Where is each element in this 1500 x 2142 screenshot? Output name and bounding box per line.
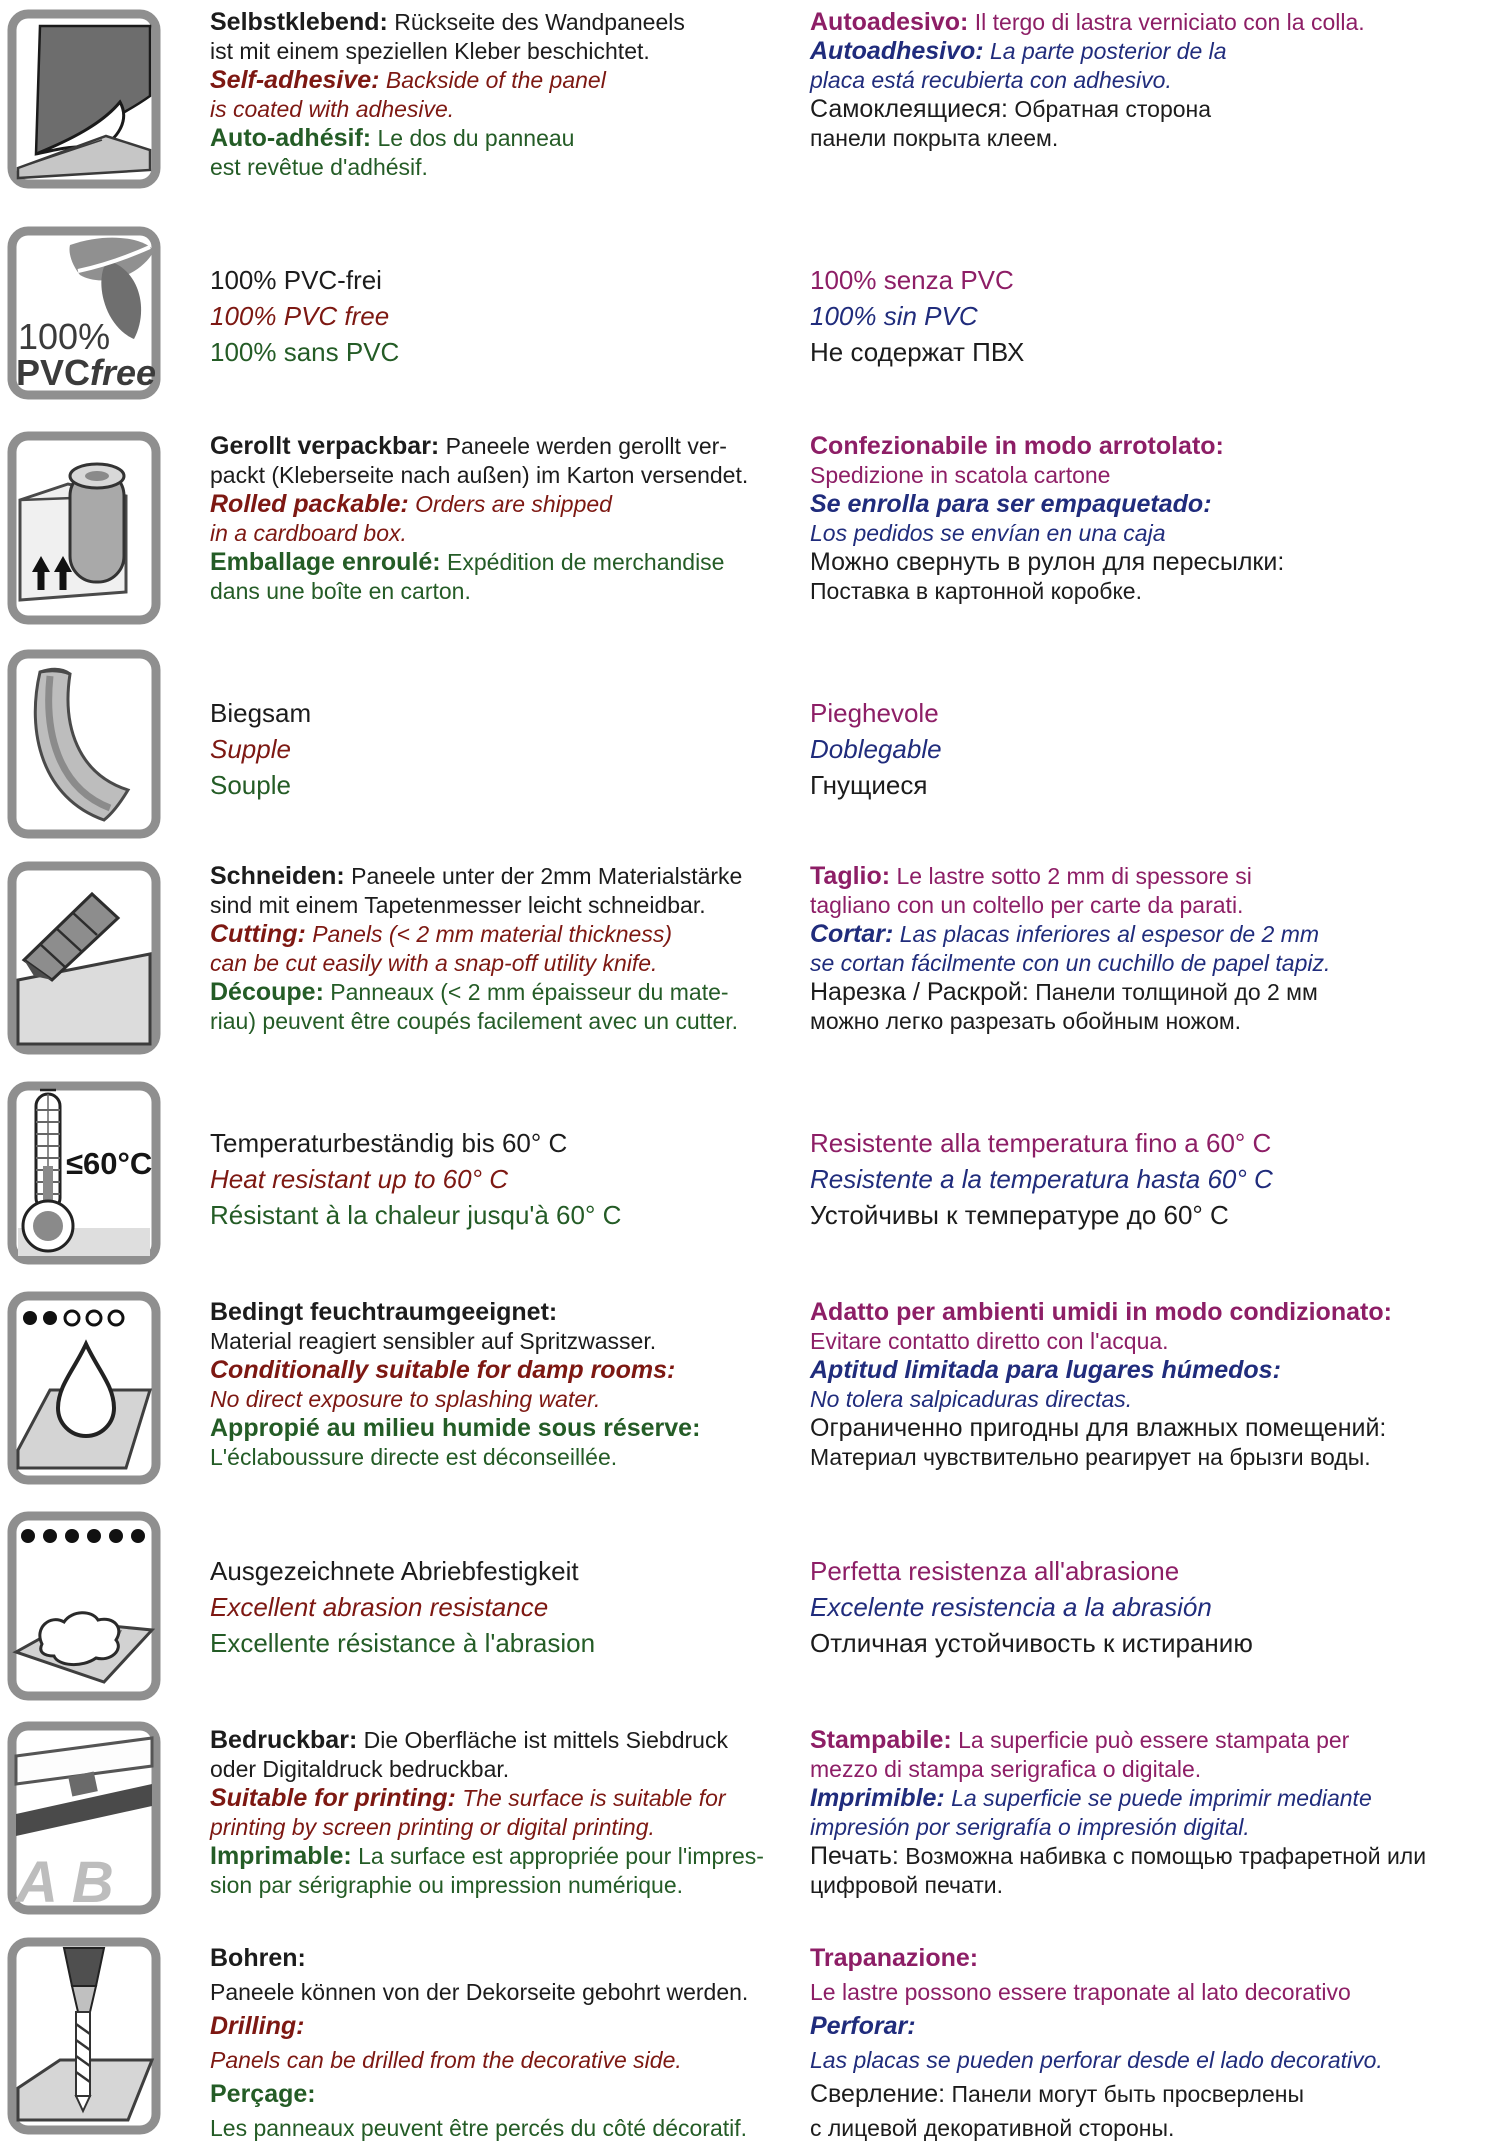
feature-label-es: Perforar: [810, 2012, 916, 2040]
feature-line-en [210, 732, 810, 767]
feature-text-ru: Материал чувствительно реагирует на брызги воды. [810, 1444, 1371, 1470]
feature-line-es [810, 37, 1480, 65]
feature-line-en [210, 1590, 810, 1625]
feature-line-de [210, 1126, 810, 1161]
feature-line-it [810, 1726, 1480, 1754]
feature-line-fr [210, 1007, 810, 1035]
feature-line-ru [810, 1871, 1480, 1899]
feature-line-en [210, 1162, 810, 1197]
feature-label-ru: Самоклеящиеся: [810, 95, 1008, 123]
feature-line-es [810, 1813, 1480, 1841]
pvc-free-icon-label-pvc: PVC [16, 352, 91, 393]
feature-line-de [210, 1942, 810, 1975]
feature-text-it: Il tergo di lastra verniciato con la colla. [974, 9, 1365, 35]
feature-line-es [810, 2010, 1480, 2043]
text-col-deu-eng-fra [210, 1936, 810, 2142]
feature-line-en [210, 1385, 810, 1413]
icon-cell [0, 1290, 210, 1486]
feature-label-it: Stampabile: [810, 1726, 952, 1754]
feature-text-de: Paneele unter der 2mm Materialstärke [351, 863, 743, 889]
feature-line-de [210, 432, 810, 460]
feature-line-es [810, 1590, 1480, 1625]
feature-text-en: Heat resistant up to 60° C [210, 1164, 508, 1194]
icon-cell [0, 1510, 210, 1702]
feature-text-fr: L'éclaboussure directe est déconseillée. [210, 1444, 618, 1470]
feature-line-ru [810, 1626, 1480, 1661]
feature-label-de: Gerollt verpackbar: [210, 432, 440, 460]
feature-label-it: Confezionabile in modo arrotolato: [810, 432, 1224, 460]
feature-text-en: Excellent abrasion resistance [210, 1592, 549, 1622]
rolled-packaging-box-icon [6, 430, 162, 626]
feature-line-ru [810, 124, 1480, 152]
feature-row-printing [0, 1720, 1500, 1916]
feature-line-fr [210, 1198, 810, 1233]
feature-text-ru: Панели могут быть просверлены [951, 2081, 1304, 2107]
feature-label-es: Imprimible: [810, 1784, 945, 1812]
feature-line-de [210, 1554, 810, 1589]
feature-line-ru [810, 1443, 1480, 1471]
feature-text-es: 100% sin PVC [810, 301, 978, 331]
feature-line-fr [210, 768, 810, 803]
feature-text-ru: Не содержат ПВХ [810, 337, 1025, 367]
feature-text-es: La parte posterior de la [990, 38, 1227, 64]
feature-line-en [210, 2010, 810, 2043]
feature-label-ru: Печать: [810, 1842, 899, 1870]
feature-text-fr: riau) peuvent être coupés facilement avec un cutter. [210, 1008, 739, 1034]
feature-row-abrasion [0, 1510, 1500, 1702]
feature-line-de [210, 8, 810, 36]
feature-row-drilling [0, 1936, 1500, 2142]
thermometer-icon [6, 1080, 162, 1266]
feature-line-it [810, 1755, 1480, 1783]
feature-text-en: The surface is suitable for [462, 1785, 726, 1811]
feature-line-en [210, 490, 810, 518]
feature-label-ru: Ограниченно пригодны для влажных помещений: [810, 1414, 1387, 1442]
feature-text-ru: можно легко разрезать обойным ножом. [810, 1008, 1242, 1034]
pvc-free-leaf-icon [6, 225, 162, 401]
text-col-ita-spa-rus [810, 430, 1500, 626]
text-col-deu-eng-fra [210, 8, 810, 190]
feature-label-en: Cutting: [210, 920, 306, 948]
feature-line-fr [210, 2112, 810, 2142]
feature-line-fr [210, 1871, 810, 1899]
text-col-ita-spa-rus [810, 1936, 1500, 2142]
feature-text-fr: 100% sans PVC [210, 337, 400, 367]
pvc-free-icon-label-100: 100% [18, 316, 111, 357]
feature-line-en [210, 299, 810, 334]
feature-line-de [210, 263, 810, 298]
feature-line-es [810, 1385, 1480, 1413]
feature-text-en: Supple [210, 734, 291, 764]
feature-line-en [210, 2044, 810, 2077]
feature-line-de [210, 1976, 810, 2009]
text-col-deu-eng-fra [210, 1290, 810, 1486]
feature-label-de: Bedruckbar: [210, 1726, 358, 1754]
feature-line-it [810, 1554, 1480, 1589]
feature-label-fr: Découpe: [210, 978, 324, 1006]
feature-label-de: Bedingt feuchtraumgeeignet: [210, 1298, 558, 1326]
feature-text-ru: Возможна набивка с помощью трафаретной или [905, 1843, 1427, 1869]
feature-text-de: oder Digitaldruck bedruckbar. [210, 1756, 510, 1782]
feature-text-it: Pieghevole [810, 698, 939, 728]
feature-line-fr [210, 335, 810, 370]
feature-label-ru: Нарезка / Раскрой: [810, 978, 1029, 1006]
feature-text-es: Doblegable [810, 734, 942, 764]
feature-text-it: tagliano con un coltello per carte da parati. [810, 892, 1244, 918]
feature-text-de: Biegsam [210, 698, 312, 728]
feature-text-fr: Excellente résistance à l'abrasion [210, 1628, 596, 1658]
water-drop-icon [6, 1290, 162, 1486]
icon-cell [0, 8, 210, 190]
feature-text-de: ist mit einem speziellen Kleber beschichtet. [210, 38, 650, 64]
feature-line-en [210, 1813, 810, 1841]
feature-text-en: printing by screen printing or digital printing. [210, 1814, 655, 1840]
feature-text-ru: Обратная сторона [1014, 96, 1212, 122]
feature-label-de: Selbstklebend: [210, 8, 388, 36]
feature-line-fr [210, 548, 810, 576]
feature-label-ru: Можно свернуть в рулон для пересылки: [810, 548, 1285, 576]
feature-line-it [810, 461, 1480, 489]
feature-text-ru: Отличная устойчивость к истиранию [810, 1628, 1253, 1658]
feature-line-es [810, 490, 1480, 518]
feature-text-it: Evitare contatto diretto con l'acqua. [810, 1328, 1169, 1354]
feature-text-fr: Expédition de merchandise [447, 549, 725, 575]
feature-text-ru: Поставка в картонной коробке. [810, 578, 1142, 604]
feature-line-ru [810, 548, 1480, 576]
feature-text-fr: dans une boîte en carton. [210, 578, 471, 604]
feature-text-de: Rückseite des Wandpaneels [394, 9, 685, 35]
feature-text-ru: Устойчивы к температуре до 60° C [810, 1200, 1229, 1230]
feature-label-fr: Appropié au milieu humide sous réserve: [210, 1414, 701, 1442]
feature-line-es [810, 1784, 1480, 1812]
feature-label-de: Bohren: [210, 1944, 306, 1972]
text-col-deu-eng-fra [210, 648, 810, 840]
feature-line-it [810, 1976, 1480, 2009]
feature-line-es [810, 2044, 1480, 2077]
feature-line-en [210, 1356, 810, 1384]
text-col-deu-eng-fra [210, 860, 810, 1056]
feature-text-fr: est revêtue d'adhésif. [210, 154, 428, 180]
feature-line-es [810, 1162, 1480, 1197]
feature-line-fr [210, 153, 810, 181]
feature-label-es: Autoadhesivo: [810, 37, 984, 65]
text-col-ita-spa-rus [810, 860, 1500, 1056]
feature-text-en: Orders are shipped [415, 491, 612, 517]
feature-text-en: 100% PVC free [210, 301, 390, 331]
feature-label-fr: Perçage: [210, 2080, 316, 2108]
text-col-ita-spa-rus [810, 1720, 1500, 1916]
feature-text-ru: Панели толщиной до 2 мм [1035, 979, 1318, 1005]
feature-line-es [810, 66, 1480, 94]
feature-line-en [210, 95, 810, 123]
printing-icon [6, 1720, 162, 1916]
feature-line-de [210, 696, 810, 731]
feature-label-es: Se enrolla para ser empaquetado: [810, 490, 1212, 518]
abrasion-resistance-icon [6, 1510, 162, 1702]
feature-line-de [210, 1755, 810, 1783]
feature-row-self-adhesive [0, 8, 1500, 190]
feature-text-de: sind mit einem Tapetenmesser leicht schneidbar. [210, 892, 706, 918]
feature-line-it [810, 1298, 1480, 1326]
feature-label-ru: Сверление: [810, 2080, 946, 2108]
text-col-deu-eng-fra [210, 430, 810, 626]
text-col-ita-spa-rus [810, 8, 1500, 190]
feature-line-ru [810, 1414, 1480, 1442]
feature-line-ru [810, 95, 1480, 123]
icon-cell [0, 225, 210, 401]
feature-line-en [210, 1784, 810, 1812]
feature-label-fr: Imprimable: [210, 1842, 352, 1870]
feature-line-es [810, 949, 1480, 977]
text-col-deu-eng-fra [210, 1510, 810, 1702]
feature-line-fr [210, 2078, 810, 2111]
feature-label-it: Adatto per ambienti umidi in modo condizionato: [810, 1298, 1392, 1326]
feature-text-fr: Souple [210, 770, 291, 800]
feature-line-de [210, 891, 810, 919]
feature-line-it [810, 862, 1480, 890]
feature-text-en: is coated with adhesive. [210, 96, 455, 122]
feature-text-de: Die Oberfläche ist mittels Siebdruck [363, 1727, 728, 1753]
text-col-deu-eng-fra [210, 225, 810, 401]
feature-line-it [810, 891, 1480, 919]
feature-line-ru [810, 577, 1480, 605]
feature-text-it: 100% senza PVC [810, 265, 1014, 295]
feature-line-en [210, 949, 810, 977]
feature-line-ru [810, 2078, 1480, 2111]
cutting-knife-icon [6, 860, 162, 1056]
feature-label-it: Taglio: [810, 862, 891, 890]
feature-row-rolled-packable [0, 430, 1500, 626]
feature-text-es: Las placas inferiores al espesor de 2 mm [899, 921, 1320, 947]
feature-line-de [210, 1726, 810, 1754]
feature-label-fr: Emballage enroulé: [210, 548, 441, 576]
feature-text-ru: с лицевой декоративной стороны. [810, 2115, 1175, 2141]
feature-text-en: in a cardboard box. [210, 520, 407, 546]
feature-label-it: Trapanazione: [810, 1944, 979, 1972]
feature-text-en: Backside of the panel [385, 67, 606, 93]
feature-label-en: Conditionally suitable for damp rooms: [210, 1356, 676, 1384]
feature-text-de: Paneele können von der Dekorseite gebohrt werden. [210, 1979, 749, 2005]
feature-text-en: No direct exposure to splashing water. [210, 1386, 601, 1412]
feature-text-fr: Le dos du panneau [377, 125, 575, 151]
text-col-ita-spa-rus [810, 1510, 1500, 1702]
feature-text-es: se cortan fácilmente con un cuchillo de papel tapiz. [810, 950, 1331, 976]
feature-text-es: No tolera salpicaduras directas. [810, 1386, 1133, 1412]
feature-line-ru [810, 335, 1480, 370]
text-col-ita-spa-rus [810, 225, 1500, 401]
feature-text-es: impresión por serigrafía o impresión digital. [810, 1814, 1250, 1840]
feature-text-de: Paneele werden gerollt ver- [445, 433, 727, 459]
self-adhesive-peel-icon [6, 8, 162, 190]
feature-text-en: Panels can be drilled from the decorative side. [210, 2047, 682, 2073]
feature-line-it [810, 8, 1480, 36]
icon-cell [0, 430, 210, 626]
feature-text-fr: Les panneaux peuvent être percés du côté décoratif. [210, 2115, 748, 2141]
feature-line-de [210, 1327, 810, 1355]
feature-label-en: Drilling: [210, 2012, 305, 2040]
feature-text-it: Le lastre sotto 2 mm di spessore si [896, 863, 1252, 889]
feature-text-ru: Гнущиеся [810, 770, 928, 800]
feature-line-it [810, 432, 1480, 460]
feature-line-fr [210, 1626, 810, 1661]
feature-text-en: can be cut easily with a snap-off utility knife. [210, 950, 658, 976]
text-col-deu-eng-fra [210, 1080, 810, 1266]
feature-text-de: Ausgezeichnete Abriebfestigkeit [210, 1556, 579, 1586]
feature-row-heat-resistant [0, 1080, 1500, 1266]
feature-line-fr [210, 577, 810, 605]
feature-line-it [810, 1327, 1480, 1355]
feature-text-es: placa está recubierta con adhesivo. [810, 67, 1172, 93]
feature-text-es: Los pedidos se envían en una caja [810, 520, 1166, 546]
feature-line-fr [210, 1443, 810, 1471]
printing-icon-sample-letters: A B [16, 1850, 114, 1915]
feature-text-es: Excelente resistencia a la abrasión [810, 1592, 1212, 1622]
feature-label-de: Schneiden: [210, 862, 345, 890]
pvc-free-icon-label-free: free [90, 352, 157, 393]
feature-line-fr [210, 1414, 810, 1442]
icon-cell [0, 648, 210, 840]
feature-line-es [810, 299, 1480, 334]
feature-line-it [810, 696, 1480, 731]
svg-text:PVCfree [16, 352, 156, 393]
text-col-ita-spa-rus [810, 648, 1500, 840]
feature-text-ru: цифровой печати. [810, 1872, 1004, 1898]
feature-text-it: La superficie può essere stampata per [958, 1727, 1350, 1753]
feature-text-de: Temperaturbeständig bis 60° C [210, 1128, 568, 1158]
feature-line-ru [810, 1198, 1480, 1233]
feature-text-it: mezzo di stampa serigrafica o digitale. [810, 1756, 1202, 1782]
feature-text-fr: sion par sérigraphie ou impression numérique. [210, 1872, 684, 1898]
feature-line-ru [810, 2112, 1480, 2142]
feature-line-de [210, 37, 810, 65]
feature-label-it: Autoadesivo: [810, 8, 969, 36]
feature-line-es [810, 920, 1480, 948]
feature-line-ru [810, 768, 1480, 803]
feature-text-en: Panels (< 2 mm material thickness) [312, 921, 673, 947]
text-col-ita-spa-rus [810, 1080, 1500, 1266]
feature-label-fr: Auto-adhésif: [210, 124, 372, 152]
feature-text-it: Spedizione in scatola cartone [810, 462, 1111, 488]
feature-line-fr [210, 1842, 810, 1870]
feature-line-es [810, 519, 1480, 547]
icon-cell [0, 1720, 210, 1916]
feature-label-en: Self-adhesive: [210, 66, 380, 94]
feature-line-fr [210, 978, 810, 1006]
feature-line-en [210, 920, 810, 948]
text-col-ita-spa-rus [810, 1290, 1500, 1486]
flexible-bent-panel-icon [6, 648, 162, 840]
icon-cell [0, 1080, 210, 1266]
feature-line-en [210, 66, 810, 94]
feature-line-de [210, 1298, 810, 1326]
feature-row-pvc-free [0, 225, 1500, 401]
feature-line-ru [810, 1842, 1480, 1870]
feature-text-es: La superficie se puede imprimir mediante [951, 1785, 1372, 1811]
feature-text-ru: панели покрыта клеем. [810, 125, 1059, 151]
feature-text-de: packt (Kleberseite nach außen) im Karton versendet. [210, 462, 749, 488]
feature-label-en: Suitable for printing: [210, 1784, 456, 1812]
icon-cell [0, 1936, 210, 2142]
feature-label-en: Rolled packable: [210, 490, 409, 518]
feature-text-de: Material reagiert sensibler auf Spritzwasser. [210, 1328, 657, 1354]
feature-line-it [810, 1126, 1480, 1161]
feature-line-it [810, 1942, 1480, 1975]
drilling-icon [6, 1936, 162, 2136]
feature-line-ru [810, 978, 1480, 1006]
feature-text-it: Le lastre possono essere traponate al lato decorativo [810, 1979, 1351, 2005]
feature-line-de [210, 461, 810, 489]
icon-cell [0, 860, 210, 1056]
feature-row-supple [0, 648, 1500, 840]
feature-label-es: Aptitud limitada para lugares húmedos: [810, 1356, 1281, 1384]
feature-text-es: Resistente a la temperatura hasta 60° C [810, 1164, 1273, 1194]
feature-text-de: 100% PVC-frei [210, 265, 382, 295]
feature-line-es [810, 1356, 1480, 1384]
feature-line-fr [210, 124, 810, 152]
feature-row-cutting [0, 860, 1500, 1056]
feature-line-es [810, 732, 1480, 767]
text-col-deu-eng-fra [210, 1720, 810, 1916]
feature-text-fr: La surface est appropriée pour l'impres- [358, 1843, 764, 1869]
feature-text-fr: Panneaux (< 2 mm épaisseur du mate- [330, 979, 729, 1005]
feature-line-en [210, 519, 810, 547]
feature-label-es: Cortar: [810, 920, 894, 948]
feature-text-fr: Résistant à la chaleur jusqu'à 60° C [210, 1200, 622, 1230]
feature-text-es: Las placas se pueden perforar desde el lado decorativo. [810, 2047, 1383, 2073]
feature-row-damp-rooms [0, 1290, 1500, 1486]
feature-text-it: Resistente alla temperatura fino a 60° C [810, 1128, 1272, 1158]
thermometer-icon-label: ≤60°C [66, 1146, 153, 1181]
feature-text-it: Perfetta resistenza all'abrasione [810, 1556, 1180, 1586]
feature-line-de [210, 862, 810, 890]
feature-line-it [810, 263, 1480, 298]
feature-line-ru [810, 1007, 1480, 1035]
